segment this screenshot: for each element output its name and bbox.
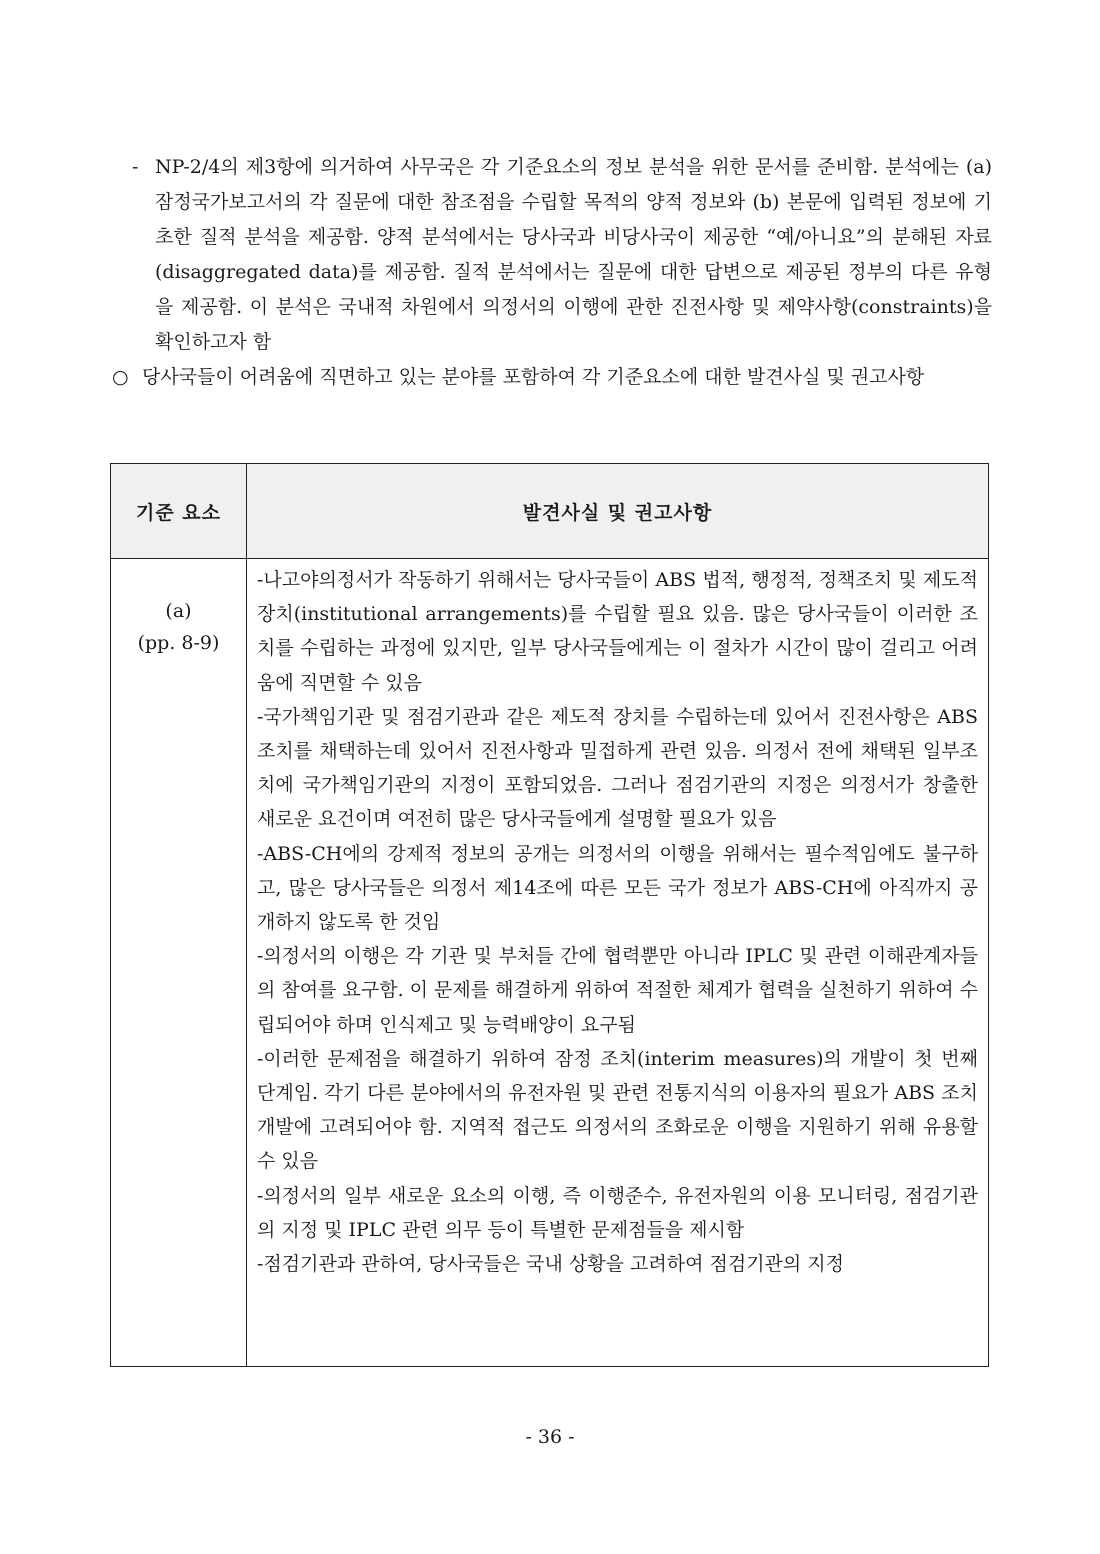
element-cell [111, 559, 247, 1367]
table-row [111, 559, 989, 1367]
findings-table [110, 463, 989, 1367]
dash-paragraph [112, 150, 992, 360]
findings-cell [247, 559, 989, 1367]
dash-marker: - [132, 156, 139, 178]
header-findings: 발견사실 및 권고사항 [247, 464, 989, 559]
finding-paragraph: -점검기관과 관하여, 당사국들은 국내 상황을 고려하여 점검기관의 지정 [257, 1253, 845, 1276]
element-label: (a) [165, 600, 192, 622]
header-element: 기준 요소 [111, 464, 247, 559]
intro-section [112, 150, 992, 395]
dash-paragraph-text: NP-2/4의 제3항에 의거하여 사무국은 각 기준요소의 정보 분석을 위한 문서를 준비함. 분석에는 (a) 잠정국가보고서의 각 질문에 대한 참조점을 수립할 목적의 양적 정보와 (b) 본문에 입력된 정보에 기초한 질적 분석을 제공함. 양적 분석에서는 당사국과 비당사국이 제공한 “예/아니요”의 분해된 자료(disaggregated data)를 제공함. 질적 분석에서는 질문에 대한 답변으로 제공된 정부의 다른 유형을 제공함. 이 분석은 국내적 차원에서 의정서의 이행에 관한 진전사항 및 제약사항(constraints)을 확인하고자 함 [155, 156, 992, 353]
table-header-row [111, 464, 989, 559]
circle-paragraph [112, 360, 992, 395]
circle-paragraph-text: 당사국들이 어려움에 직면하고 있는 분야를 포함하여 각 기준요소에 대한 발견사실 및 권고사항 [142, 366, 925, 388]
finding-paragraph: -ABS-CH에의 강제적 정보의 공개는 의정서의 이행을 위해서는 필수적임에도 불구하고, 많은 당사국들은 의정서 제14조에 따른 모든 국가 정보가 ABS-CH에 아직까지 공개하지 않도록 한 것임 [257, 842, 978, 934]
circle-bullet-icon: ○ [112, 366, 129, 388]
finding-paragraph: -의정서의 이행은 각 기관 및 부처들 간에 협력뿐만 아니라 IPLC 및 관련 이해관계자들의 참여를 요구함. 이 문제를 해결하게 위하여 적절한 체계가 협력을 실천하기 위하여 수립되어야 하며 인식제고 및 능력배양이 요구됨 [257, 945, 978, 1036]
finding-paragraph: -국가책임기관 및 점검기관과 같은 제도적 장치를 수립하는데 있어서 진전사항은 ABS조치를 채택하는데 있어서 진전사항과 밀접하게 관련 있음. 의정서 전에 채택된 일부조치에 국가책임기관의 지정이 포함되었음. 그러나 점검기관의 지정은 의정서가 창출한 새로운 요건이며 여전히 많은 당사국들에게 설명할 필요가 있음 [257, 705, 978, 831]
finding-paragraph: -의정서의 일부 새로운 요소의 이행, 즉 이행준수, 유전자원의 이용 모니터링, 점검기관의 지정 및 IPLC 관련 의무 등이 특별한 문제점들을 제시함 [257, 1184, 978, 1241]
element-pages: (pp. 8-9) [137, 632, 220, 654]
finding-paragraph: -나고야의정서가 작동하기 위해서는 당사국들이 ABS 법적, 행정적, 정책조치 및 제도적 장치(institutional arrangements)를 수립할 필요 있음. 많은 당사국들이 이러한 조치를 수립하는 과정에 있지만, 일부 당사국들에게는 이 절차가 시간이 많이 걸리고 어려움에 직면할 수 있음 [257, 569, 978, 694]
finding-paragraph: -이러한 문제점을 해결하기 위하여 잠정 조치(interim measures)의 개발이 첫 번째 단계임. 각기 다른 분야에서의 유전자원 및 관련 전통지식의 이용자의 필요가 ABS 조치 개발에 고려되어야 함. 지역적 접근도 의정서의 조화로운 이행을 지원하기 위해 유용할 수 있음 [257, 1047, 978, 1173]
page-number: - 36 - [525, 1426, 575, 1448]
